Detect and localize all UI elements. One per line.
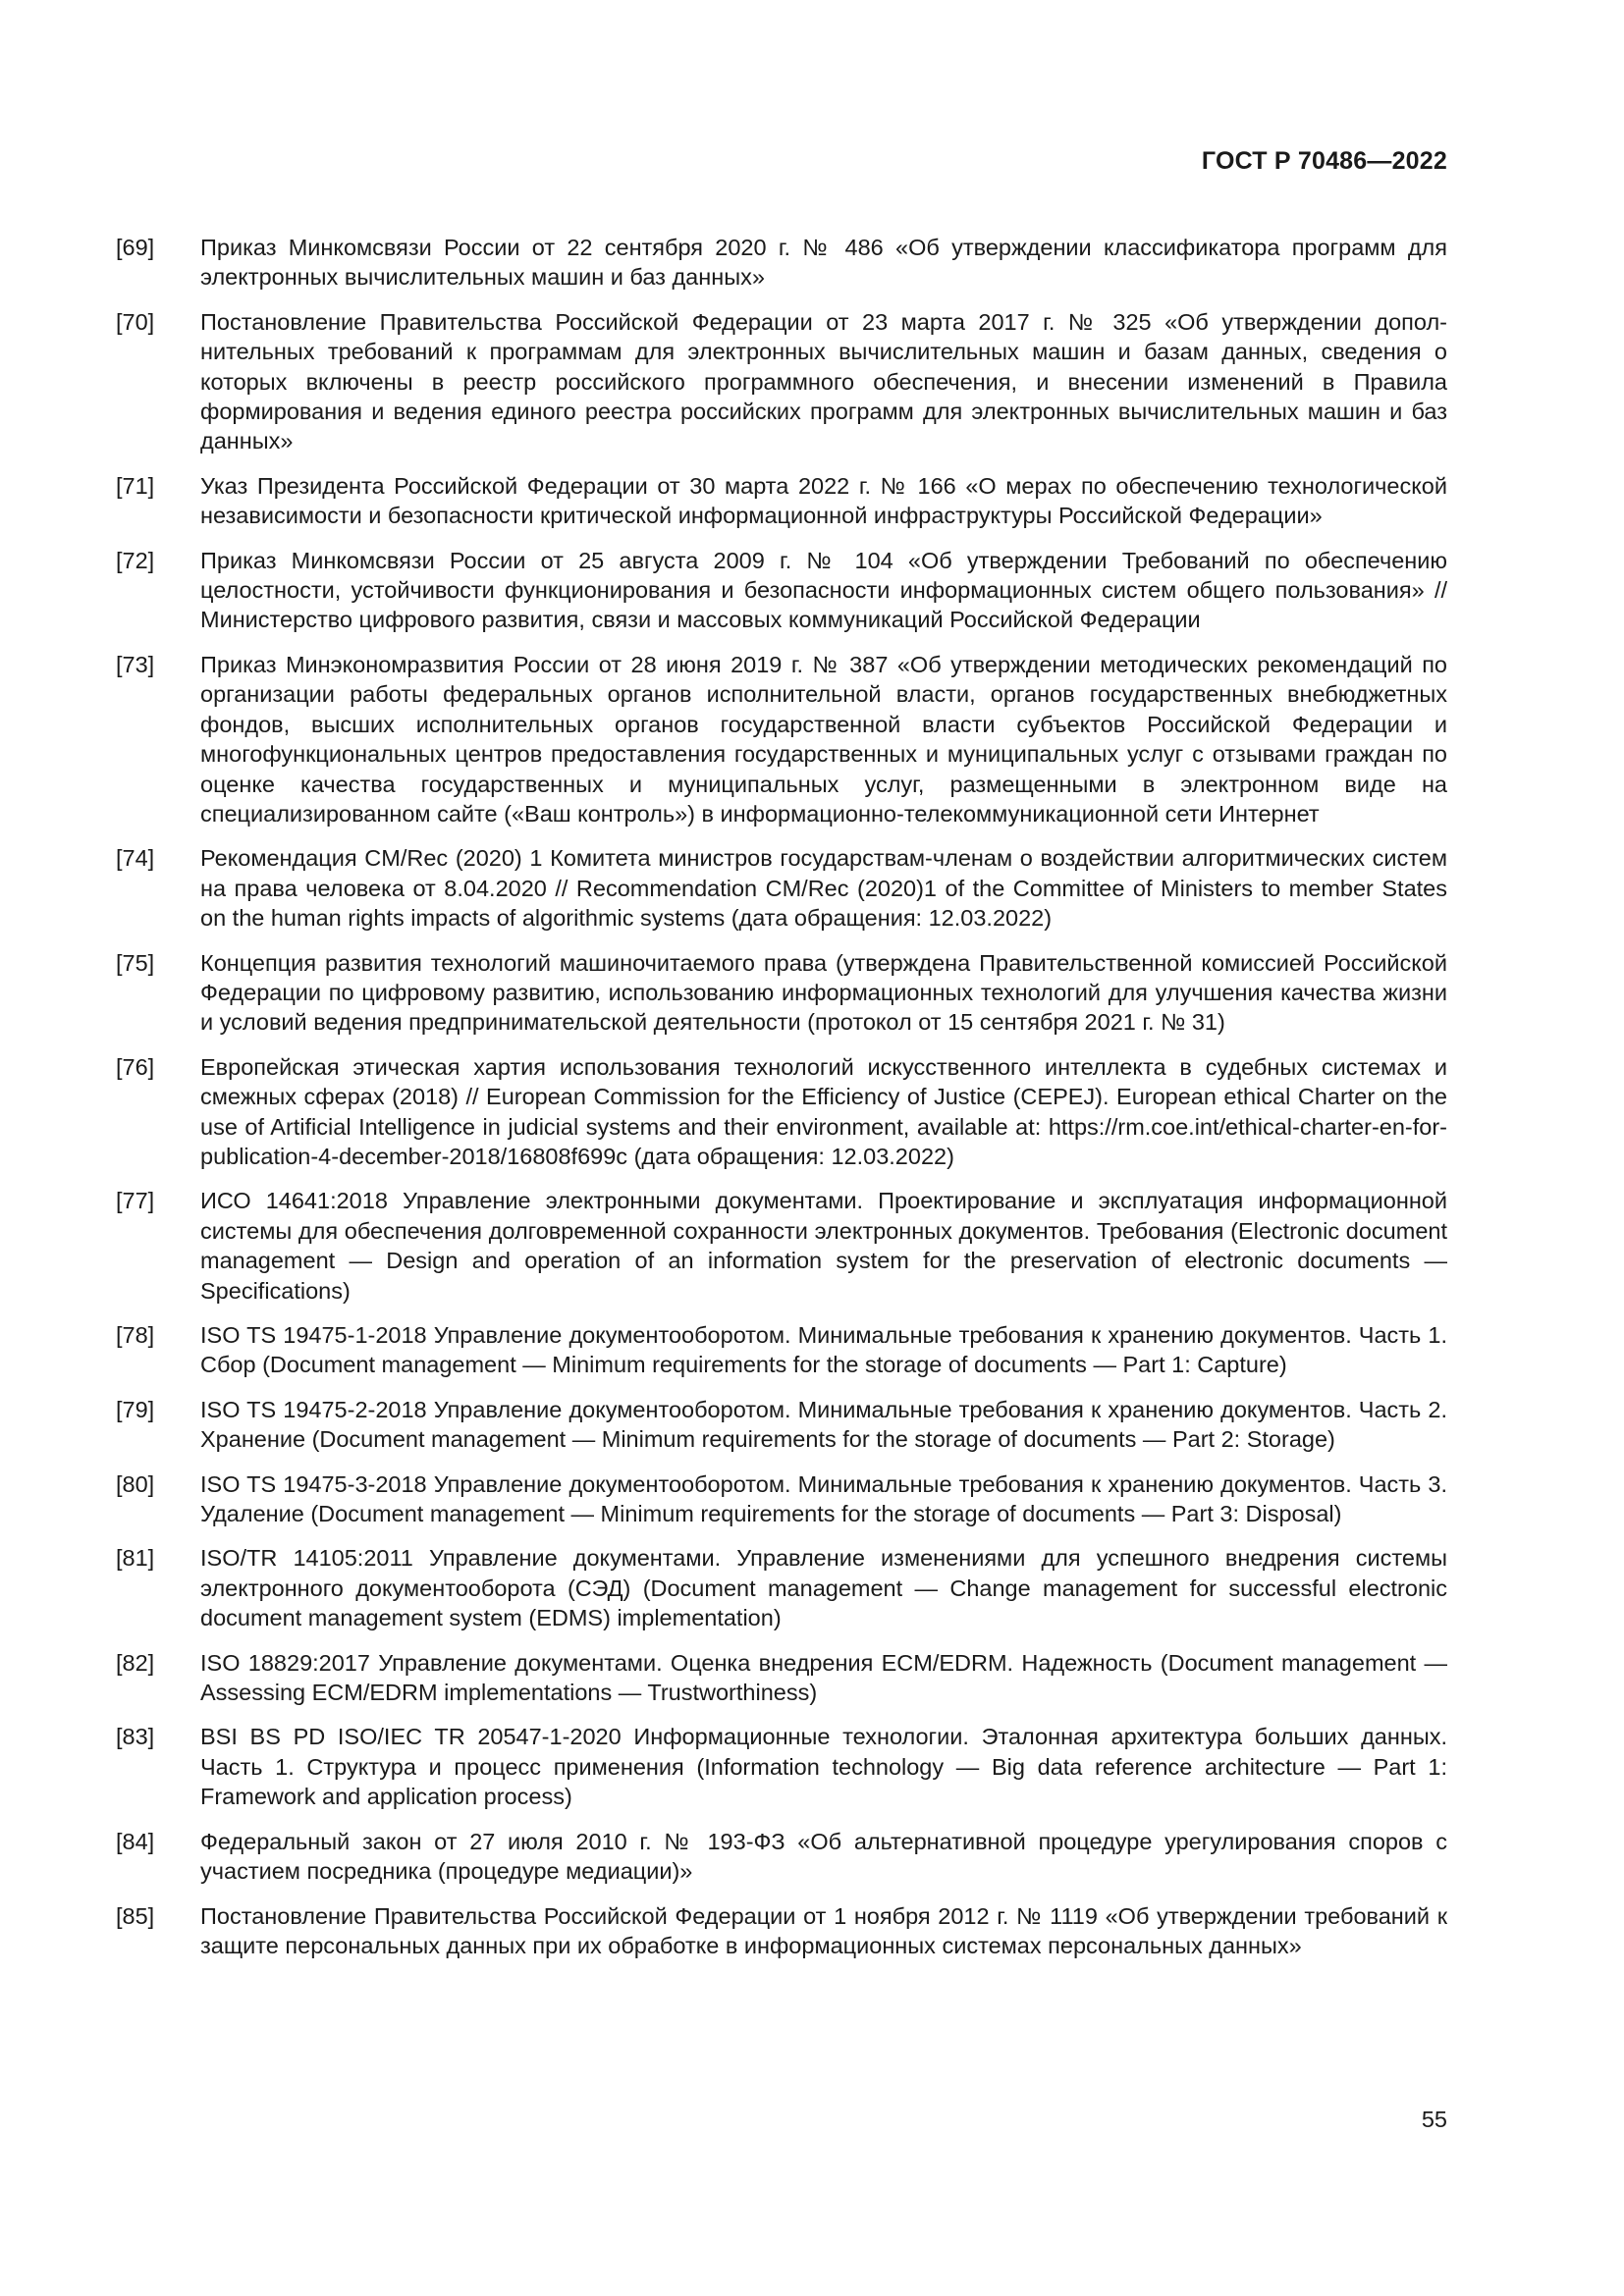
reference-number: [77] [116, 1188, 155, 1214]
reference-text: Приказ Минкомсвязи России от 25 августа 2009 г. № 104 «Об утверждении Требований по обеспечению целостности, устойчивости функционирования и безопасности информационных систем общего пользования» // Министерство цифрового развития, связи и массовых коммуникаций Российской Федерации [200, 547, 1447, 633]
reference-item [116, 1722, 1447, 1811]
reference-item [116, 471, 1447, 531]
reference-text: Постановление Правительства Российской Федерации от 23 марта 2017 г. № 325 «Об утверждении дополнительных требований к программам для электронных вычислительных машин и базам данных, сведения о которых включены в реестр российского программного обеспечения, и внесении изменений в Правила формирования и ведения единого реестра российских программ для электронных вычислительных машин и баз данных» [200, 308, 1447, 454]
reference-number: [78] [116, 1322, 155, 1348]
reference-number: [73] [116, 651, 155, 677]
reference-text: Рекомендация CM/Rec (2020) 1 Комитета министров государствам-членам о воздействии алгоритмических систем на права человека от 8.04.2020 // Recommendation CM/Rec (2020)1 of the Committee of Ministers to member States on the human rights impacts of algorithmic systems (дата обращения: 12.03.2022) [200, 845, 1447, 932]
reference-number: [83] [116, 1724, 155, 1750]
reference-number: [70] [116, 308, 155, 335]
reference-number: [81] [116, 1545, 155, 1572]
reference-number: [80] [116, 1470, 155, 1497]
reference-item [116, 1901, 1447, 1961]
reference-item [116, 1052, 1447, 1172]
reference-number: [76] [116, 1053, 155, 1080]
reference-item [116, 1827, 1447, 1887]
reference-text: BSI BS PD ISO/IEC TR 20547-1-2020 Информационные технологии. Эталонная архитектура больших данных. Часть 1. Структура и процесс применения (Information technology — Big data reference architecture — Part 1: Framework and application process) [200, 1724, 1447, 1810]
reference-item [116, 307, 1447, 456]
reference-text: Приказ Минэкономразвития России от 28 июня 2019 г. № 387 «Об утверждении методических рекомендаций по организации работы федеральных органов исполнительной власти, органов государственных внебюджетных фондов, высших исполнительных органов государственной власти субъектов Российской Федерации и многофункциональных центров предоставления государственных и муниципальных услуг с отзывами граждан по оценке качества государственных и муниципальных услуг, размещенными в электронном виде на специализированном сайте («Ваш контроль») в информационно-телекоммуникационной сети Интернет [200, 651, 1447, 827]
reference-text: ИСО 14641:2018 Управление электронными документами. Проектирование и эксплуатация информационной системы для обеспечения долговременной сохранности электронных документов. Требования (Electronic document management — Design and operation of an information system for the preservation of electronic documents — Specifications) [200, 1188, 1447, 1304]
reference-item [116, 1395, 1447, 1455]
reference-item [116, 948, 1447, 1038]
reference-text: ISO TS 19475-3-2018 Управление документооборотом. Минимальные требования к хранению документов. Часть 3. Удаление (Document management — Minimum requirements for the storage of documents — Part 3: Disposal) [200, 1470, 1447, 1527]
reference-text: ISO/TR 14105:2011 Управление документами. Управление изменениями для успешного внедрения системы электронного документооборота (СЭД) (Document management — Change management for successful electronic document management system (EDMS) implementation) [200, 1545, 1447, 1631]
reference-number: [69] [116, 235, 155, 260]
reference-text: ISO TS 19475-2-2018 Управление документооборотом. Минимальные требования к хранению документов. Часть 2. Хранение (Document management — Minimum requirements for the storage of documents — Part 2: Storage) [200, 1396, 1447, 1453]
reference-item [116, 843, 1447, 933]
reference-number: [85] [116, 1902, 155, 1929]
reference-number: [71] [116, 472, 155, 499]
reference-number: [72] [116, 547, 155, 573]
reference-text: ISO TS 19475-1-2018 Управление документооборотом. Минимальные требования к хранению документов. Часть 1. Сбор (Document management — Minimum requirements for the storage of documents — Part 1: Capture) [200, 1322, 1447, 1378]
page-number: 55 [1421, 2107, 1447, 2132]
reference-item [116, 1320, 1447, 1380]
reference-text: Европейская этическая хартия использования технологий искусственного интеллекта в судебных системах и смежных сферах (2018) // European Commission for the Efficiency of Justice (CEPEJ). European ethical Charter on the use of Artificial Intelligence in judicial systems and their environment, available at: https://rm.coe.int/ethical-charter-en-for-publication-4-december-2018/16808f699c (дата обращения: 12.03.2022) [200, 1053, 1447, 1169]
reference-number: [79] [116, 1396, 155, 1422]
reference-number: [74] [116, 845, 155, 872]
reference-text: Приказ Минкомсвязи России от 22 сентября 2020 г. № 486 «Об утверждении классификатора программ для электронных вычислительных машин и баз данных» [200, 235, 1447, 291]
document-code: ГОСТ Р 70486—2022 [1201, 147, 1447, 175]
reference-text: ISO 18829:2017 Управление документами. Оценка внедрения ECM/EDRM. Надежность (Document management — Assessing ECM/EDRM implementations — Trustworthiness) [200, 1649, 1447, 1706]
reference-number: [75] [116, 949, 155, 976]
reference-number: [82] [116, 1649, 155, 1676]
reference-item [116, 1186, 1447, 1306]
reference-item [116, 1543, 1447, 1632]
reference-text: Федеральный закон от 27 июля 2010 г. № 193-ФЗ «Об альтернативной процедуре урегулирования споров с участием посредника (процедуре медиации)» [200, 1828, 1447, 1885]
reference-item [116, 1648, 1447, 1708]
reference-text: Концепция развития технологий машиночитаемого права (утверждена Правительственной комиссией Российской Федерации по цифровому развитию, использованию информационных технологий для улучшения качества жизни и условий ведения предпринимательской деятельности (протокол от 15 сентября 2021 г. № 31) [200, 949, 1447, 1036]
reference-item [116, 650, 1447, 828]
reference-text: Указ Президента Российской Федерации от 30 марта 2022 г. № 166 «О мерах по обеспечению технологической независимости и безопасности критической информационной инфраструктуры Российской Федерации» [200, 472, 1447, 529]
reference-item [116, 233, 1447, 293]
reference-number: [84] [116, 1828, 155, 1854]
reference-item [116, 1469, 1447, 1529]
reference-list [116, 233, 1447, 1975]
reference-item [116, 546, 1447, 635]
reference-text: Постановление Правительства Российской Федерации от 1 ноября 2012 г. № 1119 «Об утверждении требований к защите персональных данных при их обработке в информационных системах персональных данных» [200, 1902, 1447, 1958]
